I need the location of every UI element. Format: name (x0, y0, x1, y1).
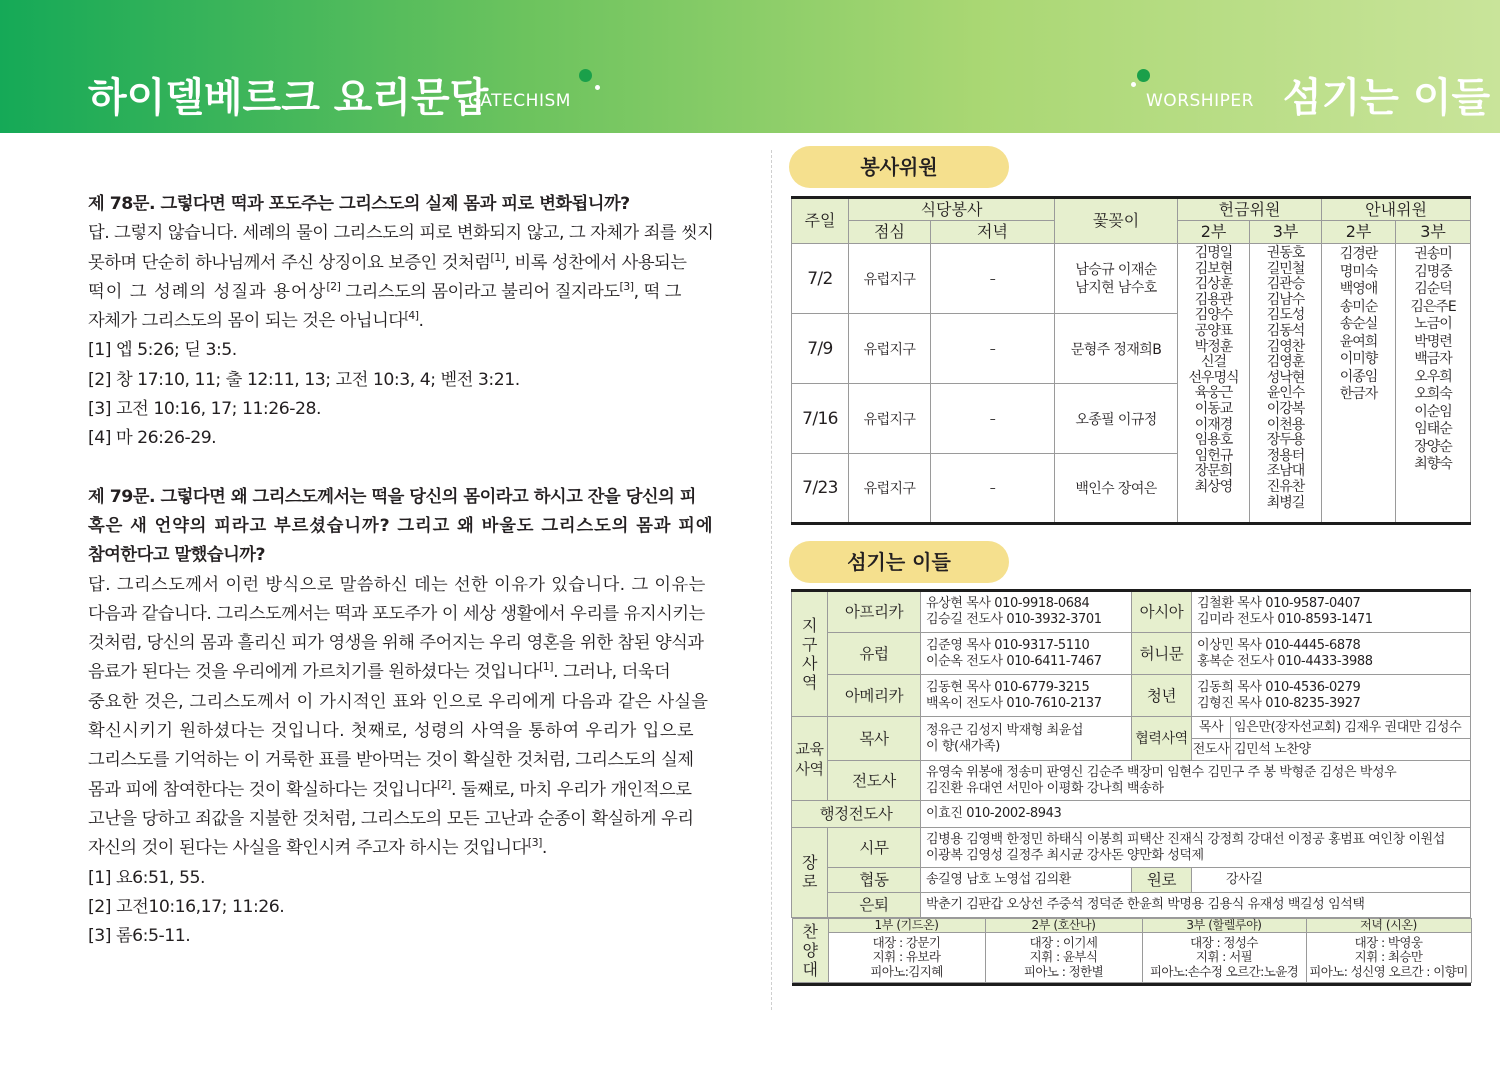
decor-dot-small-icon (1131, 82, 1136, 87)
education-evangelist-names: 유영숙 위봉애 정송미 판영신 김순주 백장미 임현수 김민구 주 봉 박형준 김성은 박성우 김진환 유대연 서민아 이평화 강나희 백송하 (921, 761, 1471, 801)
row-flower: 오종필 이규정 (1055, 384, 1178, 454)
q78-answer-line: 못하며 단순히 하나님께서 주신 상징이요 보증인 것처럼[1], 비록 성찬에서 사용되는 (88, 250, 687, 273)
elders-active: 시무 (828, 828, 921, 868)
district-america: 아메리카 (828, 675, 921, 717)
q79-answer-line: 답. 그리스도께서 이런 방식으로 말씀하신 데는 선한 이유가 있습니다. 그 이유는 (88, 574, 706, 595)
catechism-title: 하이델베르크 요리문답 (88, 75, 489, 121)
education-evangelist: 전도사 (828, 761, 921, 801)
admin-evangelist: 행정전도사 (792, 801, 921, 828)
district-europe: 유럽 (828, 633, 921, 675)
q79-question: 참여한다고 말했습니까? (88, 545, 265, 566)
choir-head-2: 2부 (호산나) (985, 919, 1142, 933)
row-dinner: – (931, 244, 1055, 314)
row-dinner: – (931, 454, 1055, 524)
admin-evangelist-contact: 이효진 010-2002-8943 (921, 801, 1471, 828)
ministry-table (791, 589, 1471, 986)
coop-ministry: 협력사역 (1132, 717, 1192, 761)
coop-evangelist-label: 전도사 (1192, 739, 1231, 761)
q79-answer-line: 그리스도를 기억하는 이 거룩한 표를 받아먹는 것이 확실한 것처럼, 그리스도의 실제 (88, 750, 694, 771)
row-date: 7/2 (792, 244, 849, 314)
choir-members-2: 대장 : 이기세 지휘 : 윤부식 피아노 : 정한별 (985, 933, 1142, 983)
coop-evangelist-names: 김민석 노찬양 (1231, 739, 1471, 761)
elders-senior-names: 강사길 (1192, 868, 1471, 893)
district-africa: 아프리카 (828, 591, 921, 633)
choir-members-1: 대장 : 강문기 지휘 : 유보라 피아노:김지혜 (828, 933, 985, 983)
district-youth-contacts: 김동희 목사 010-4536-0279 김형진 목사 010-8235-3927 (1192, 675, 1471, 717)
q79-ref: [1] 요6:51, 55. (88, 867, 205, 888)
choir-label: 찬양대 (792, 919, 828, 983)
row-date: 7/23 (792, 454, 849, 524)
district-hanimoon: 허니문 (1132, 633, 1192, 675)
elders-active-names: 김병용 김영백 한정민 하태식 이봉희 피택산 진재식 강정희 강대선 이정공 홍범표 여인창 이원섭 이광복 김영성 길정주 최시균 강사돈 양만화 성덕제 (921, 828, 1471, 868)
decor-dot-icon (579, 69, 592, 82)
district-label: 지구사역 (792, 591, 828, 717)
district-asia-contacts: 김철환 목사 010-9587-0407 김미라 전도사 010-8593-1471 (1192, 591, 1471, 633)
ministry-section-pill: 섬기는 이들 (789, 541, 1009, 583)
col-week: 주일 (792, 198, 849, 244)
district-africa-contacts: 유상현 목사 010-9918-0684 김승길 전도사 010-3932-3701 (921, 591, 1132, 633)
q79-answer-line: 자신의 것이 된다는 사실을 확인시켜 주고자 하시는 것입니다[3]. (88, 836, 547, 859)
q79-answer-line: 다음과 같습니다. 그리스도께서는 떡과 포도주가 이 세상 생활에서 우리를 유지시키는 (88, 603, 705, 624)
decor-dot-icon (1137, 69, 1150, 82)
q79-question: 혹은 새 언약의 피라고 부르셨습니까? 그리고 왜 바울도 그리스도의 몸과 피에 (88, 515, 714, 536)
col-cafeteria: 식당봉사 (849, 198, 1055, 221)
col-flower: 꽃꽂이 (1055, 198, 1178, 244)
choir-members-4: 대장 : 박영웅 지휘 : 최승만 피아노: 성신영 오르간 : 이향미 (1306, 933, 1471, 983)
choir-head-3: 3부 (할렐루야) (1142, 919, 1306, 933)
row-dinner: – (931, 314, 1055, 384)
row-dinner: – (931, 384, 1055, 454)
education-label: 교육 사역 (792, 717, 828, 801)
elders-coop-names: 송길영 남호 노영섭 김의환 (921, 868, 1132, 893)
table-row (792, 244, 1471, 314)
row-lunch: 유럽지구 (849, 384, 931, 454)
q79-question: 제 79문. 그렇다면 왜 그리스도께서는 떡을 당신의 몸이라고 하시고 잔을 당신의 피 (88, 486, 696, 507)
q79-answer-line: 것처럼, 당신의 몸과 흘리신 피가 영생을 위해 주어지는 우리 영혼을 위한 참된 양식과 (88, 633, 704, 654)
q79-answer-line: 음료가 된다는 것을 우리에게 가르치기를 원하셨다는 것입니다[1]. 그러나, 더욱더 (88, 660, 671, 683)
row-date: 7/9 (792, 314, 849, 384)
worshiper-subtitle: WORSHIPER (1146, 91, 1254, 111)
service-section-pill: 봉사위원 (789, 146, 1009, 188)
column-divider (771, 150, 772, 1010)
col-offering: 헌금위원 (1178, 198, 1322, 221)
district-asia: 아시아 (1132, 591, 1192, 633)
q78-answer-line: 자체가 그리스도의 몸이 되는 것은 아닙니다[4]. (88, 309, 424, 332)
row-lunch: 유럽지구 (849, 314, 931, 384)
q78-ref: [1] 엡 5:26; 딛 3:5. (88, 340, 237, 361)
coop-pastor-names: 임은만(장자선교회) 김재우 권대만 김성수 (1231, 717, 1471, 739)
service-table (791, 196, 1471, 525)
row-flower: 백인수 장여은 (1055, 454, 1178, 524)
q78-ref: [4] 마 26:26-29. (88, 428, 217, 449)
row-date: 7/16 (792, 384, 849, 454)
elders-retired-names: 박춘기 김판갑 오상선 주중석 정덕준 한윤희 박명용 김용식 유재성 백길성 임석택 (921, 893, 1471, 918)
education-pastor-names: 정유근 김성지 박재형 최윤섭 이 향(새가족) (921, 717, 1132, 761)
q79-ref: [3] 롬6:5-11. (88, 926, 191, 947)
decor-dot-small-icon (595, 85, 600, 90)
district-youth: 청년 (1132, 675, 1192, 717)
district-hanimoon-contacts: 이상민 목사 010-4445-6878 홍복순 전도사 010-4433-3988 (1192, 633, 1471, 675)
elders-senior: 원로 (1132, 868, 1192, 893)
coop-pastor-label: 목사 (1192, 717, 1231, 739)
row-lunch: 유럽지구 (849, 454, 931, 524)
offering-2-names: 김명일 김보현 김상훈 김용관 김양수 공양표 박정훈 신걸 선우명식 육웅근 이동교 이재경 임용호 임헌규 장문희 최상영 (1178, 244, 1250, 524)
guide-3-names: 권송미 김명중 김순덕 김은주E 노금이 박명련 백금자 오우희 오희숙 이순임 임태순 장양순 최향숙 (1396, 244, 1471, 524)
q79-answer-line: 몸과 피에 참여한다는 것이 확실하다는 것입니다[2]. 둘째로, 마치 우리가 개인적으로 (88, 777, 692, 800)
row-flower: 문형주 정재희B (1055, 314, 1178, 384)
q78-question: 제 78문. 그렇다면 떡과 포도주는 그리스도의 실제 몸과 피로 변화됩니까? (88, 194, 630, 214)
worshiper-title: 섬기는 이들 (1283, 75, 1491, 121)
elders-coop: 협동 (828, 868, 921, 893)
col-guide-2: 2부 (1322, 221, 1396, 244)
q78-ref: [3] 고전 10:16, 17; 11:26-28. (88, 399, 321, 420)
q78-ref: [2] 창 17:10, 11; 출 12:11, 13; 고전 10:3, 4; 벧전 3:21. (88, 369, 520, 390)
choir-members-3: 대장 : 정성수 지휘 : 서필 피아노:손수정 오르간:노윤경 (1142, 933, 1306, 983)
elders-retired: 은퇴 (828, 893, 921, 918)
choir-head-4: 저녁 (시온) (1306, 919, 1471, 933)
choir-row (792, 918, 1471, 985)
col-offering-3: 3부 (1250, 221, 1322, 244)
elders-label: 장로 (792, 828, 828, 918)
choir-head-1: 1부 (기드온) (828, 919, 985, 933)
row-lunch: 유럽지구 (849, 244, 931, 314)
row-flower: 남승규 이재순 남지현 남수호 (1055, 244, 1178, 314)
catechism-subtitle: CATECHISM (468, 91, 571, 111)
q79-answer-line: 확신시키기 원하셨다는 것입니다. 첫째로, 성령의 사역을 통하여 우리가 입으로 (88, 721, 694, 742)
col-guide: 안내위원 (1322, 198, 1471, 221)
col-lunch: 점심 (849, 221, 931, 244)
q78-answer-line: 떡이 그 성례의 성질과 용어상[2] 그리스도의 몸이라고 불리어 질지라도[3], 떡 그 (88, 280, 681, 302)
q78-answer-line: 답. 그렇지 않습니다. 세례의 물이 그리스도의 피로 변화되지 않고, 그 자체가 죄를 씻지 (88, 223, 714, 244)
catechism-text (88, 190, 740, 951)
education-pastor: 목사 (828, 717, 921, 761)
district-europe-contacts: 김준영 목사 010-9317-5110 이순옥 전도사 010-6411-7467 (921, 633, 1132, 675)
q79-ref: [2] 고전10:16,17; 11:26. (88, 896, 285, 917)
header-band (0, 0, 1500, 133)
col-dinner: 저녁 (931, 221, 1055, 244)
q79-answer-line: 중요한 것은, 그리스도께서 이 가시적인 표와 인으로 우리에게 다음과 같은 사실을 (88, 691, 709, 712)
offering-3-names: 권동호 길민철 김관승 김남수 김도성 김동석 김영찬 김영훈 성낙현 윤인수 이강복 이천용 장두용 정용터 조남대 진유찬 최병길 (1250, 244, 1322, 524)
guide-2-names: 김경란 명미숙 백영애 송미순 송순실 윤여희 이미향 이종임 한금자 (1322, 244, 1396, 524)
choir-table (792, 918, 1472, 983)
col-offering-2: 2부 (1178, 221, 1250, 244)
q79-answer-line: 고난을 당하고 죄값을 지불한 것처럼, 그리스도의 모든 고난과 순종이 확실하게 우리 (88, 808, 694, 829)
col-guide-3: 3부 (1396, 221, 1471, 244)
district-america-contacts: 김동현 목사 010-6779-3215 백옥이 전도사 010-7610-2137 (921, 675, 1132, 717)
